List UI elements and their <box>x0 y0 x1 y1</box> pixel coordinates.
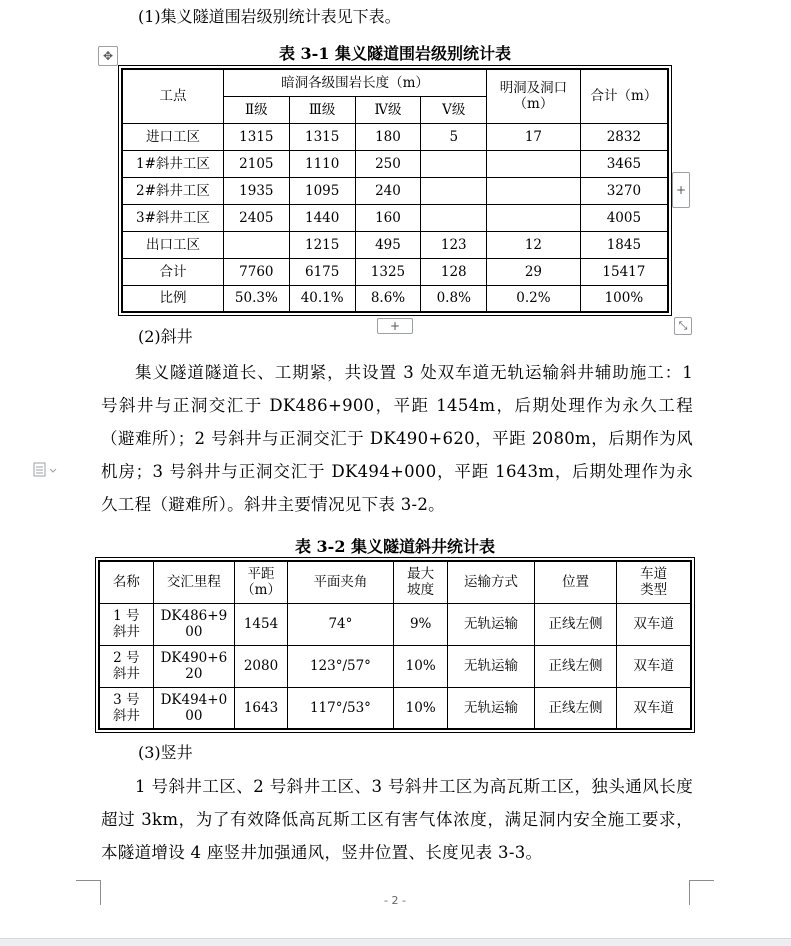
table-cell: 15417 <box>580 258 668 285</box>
table-cell <box>487 177 581 204</box>
table-cell: 2105 <box>223 150 289 177</box>
table-cell: 1095 <box>289 177 355 204</box>
table-cell: 2405 <box>223 204 289 231</box>
table-cell: 10% <box>393 687 447 729</box>
header-grade-3: Ⅲ级 <box>289 96 355 123</box>
table-cell <box>487 204 581 231</box>
section-heading-1: (1)集义隧道围岩级别统计表见下表。 <box>138 7 401 26</box>
table-cell: 无轨运输 <box>448 603 534 645</box>
crop-mark-left <box>76 880 101 905</box>
table-cell: 1315 <box>223 123 289 150</box>
table-cell: 无轨运输 <box>448 687 534 729</box>
table-cell: 29 <box>487 258 581 285</box>
header-open-tunnel: 明洞及洞口（m） <box>487 69 581 123</box>
table-cell: 1110 <box>289 150 355 177</box>
table-cell: 128 <box>421 258 487 285</box>
table-move-handle[interactable] <box>98 46 118 66</box>
table-cell: 3270 <box>580 177 668 204</box>
table-cell: 17 <box>487 123 581 150</box>
header-dark-tunnel: 暗洞各级围岩长度（m） <box>223 69 486 96</box>
paragraph-options-button[interactable] <box>33 462 61 478</box>
table-cell <box>421 177 487 204</box>
crop-mark-right <box>689 880 714 905</box>
table-cell: 0.8% <box>421 285 487 312</box>
add-row-button[interactable] <box>377 318 413 334</box>
table-row <box>99 603 691 645</box>
table-cell: 6175 <box>289 258 355 285</box>
table-row <box>122 231 668 258</box>
table-cell: 无轨运输 <box>448 645 534 687</box>
table-cell: 3#斜井工区 <box>122 204 223 231</box>
table-cell: 1#斜井工区 <box>122 150 223 177</box>
table-cell: 2 号斜井 <box>99 645 153 687</box>
table-resize-handle[interactable] <box>674 317 692 335</box>
move-icon: ✥ <box>102 49 114 63</box>
header-distance: 平距（m） <box>235 561 288 603</box>
header-lane-type: 车道类型 <box>617 561 691 603</box>
table-cell: 50.3% <box>223 285 289 312</box>
table-cell: DK486+900 <box>153 603 234 645</box>
header-grade-5: Ⅴ级 <box>421 96 487 123</box>
table-cell: 495 <box>355 231 421 258</box>
table-row <box>122 285 668 312</box>
table-cell: 1325 <box>355 258 421 285</box>
header-workpoint: 工点 <box>122 69 223 123</box>
header-total: 合计（m） <box>580 69 668 123</box>
table-cell: 12 <box>487 231 581 258</box>
resize-icon: ⤡ <box>678 319 688 332</box>
table-cell: 40.1% <box>289 285 355 312</box>
header-transport: 运输方式 <box>448 561 534 603</box>
table-cell: 10% <box>393 645 447 687</box>
table-cell: 1935 <box>223 177 289 204</box>
table-cell: 2080 <box>235 645 288 687</box>
table-cell: 双车道 <box>617 645 691 687</box>
table-row <box>122 177 668 204</box>
table-cell: 3 号斜井 <box>99 687 153 729</box>
table-cell: 双车道 <box>617 687 691 729</box>
table-cell: 3465 <box>580 150 668 177</box>
table-cell: 进口工区 <box>122 123 223 150</box>
header-slope: 最大坡度 <box>393 561 447 603</box>
header-grade-4: Ⅳ级 <box>355 96 421 123</box>
table-3-2 <box>98 560 692 730</box>
table-cell: 0.2% <box>487 285 581 312</box>
table-cell <box>487 150 581 177</box>
table-cell: 1215 <box>289 231 355 258</box>
table-cell: 240 <box>355 177 421 204</box>
table2-caption: 表 3-2 集义隧道斜井统计表 <box>294 537 496 556</box>
table-cell: 1454 <box>235 603 288 645</box>
table-cell: 正线左侧 <box>534 687 617 729</box>
table-cell: 正线左侧 <box>534 603 617 645</box>
table-cell: 2#斜井工区 <box>122 177 223 204</box>
table-cell <box>421 204 487 231</box>
table-cell: 250 <box>355 150 421 177</box>
section-heading-2: (2)斜井 <box>138 327 193 346</box>
table-cell: 1 号斜井 <box>99 603 153 645</box>
table-cell: 123°/57° <box>287 645 393 687</box>
table-row <box>122 204 668 231</box>
paragraph-vertical-shafts: 1 号斜井工区、2 号斜井工区、3 号斜井工区为高瓦斯工区，独头通风长度超过 3km，为了有效降低高瓦斯工区有害气体浓度，满足洞内安全施工要求，本隧道增设 4 座竖井加强通风，竖井位置、长度见表 3-3。 <box>101 777 693 862</box>
table-cell: 117°/53° <box>287 687 393 729</box>
document-icon <box>33 462 61 478</box>
table-cell: 180 <box>355 123 421 150</box>
header-junction: 交汇里程 <box>153 561 234 603</box>
header-angle: 平面夹角 <box>287 561 393 603</box>
table-cell: 4005 <box>580 204 668 231</box>
table-row <box>122 123 668 150</box>
plus-icon: + <box>675 183 687 197</box>
table-cell: 1315 <box>289 123 355 150</box>
table-cell: 双车道 <box>617 603 691 645</box>
table-3-1 <box>121 68 669 313</box>
paragraph-inclined-shafts: 集义隧道隧道长、工期紧，共设置 3 处双车道无轨运输斜井辅助施工：1 号斜井与正洞交汇于 DK486+900，平距 1454m，后期处理作为永久工程（避难所）；2 号斜井与正洞交汇于 DK490+620，平距 2080m，后期作为风机房；3 号斜井与正洞交汇于 DK494+000，平距 1643m，后期处理作为永久工程（避难所）。斜井主要情况见下表 3-2。 <box>101 363 693 514</box>
table-cell: DK494+000 <box>153 687 234 729</box>
table-cell: 2832 <box>580 123 668 150</box>
table-cell: 74° <box>287 603 393 645</box>
table-row <box>122 150 668 177</box>
table-cell: 100% <box>580 285 668 312</box>
table-cell: 1643 <box>235 687 288 729</box>
table-cell: 123 <box>421 231 487 258</box>
table-row <box>122 258 668 285</box>
section-heading-3: (3)竖井 <box>138 743 193 762</box>
table-cell: 1845 <box>580 231 668 258</box>
table-cell: 正线左侧 <box>534 645 617 687</box>
table-cell <box>421 150 487 177</box>
header-position: 位置 <box>534 561 617 603</box>
table-cell: 7760 <box>223 258 289 285</box>
table-cell: DK490+620 <box>153 645 234 687</box>
table-cell: 比例 <box>122 285 223 312</box>
table1-caption: 表 3-1 集义隧道围岩级别统计表 <box>278 44 512 63</box>
table-cell: 1440 <box>289 204 355 231</box>
table-cell: 5 <box>421 123 487 150</box>
table-cell: 出口工区 <box>122 231 223 258</box>
table-cell: 合计 <box>122 258 223 285</box>
page-number: - 2 - <box>384 894 406 907</box>
add-column-button[interactable] <box>672 172 690 208</box>
table-cell: 9% <box>393 603 447 645</box>
header-name: 名称 <box>99 561 153 603</box>
plus-icon: + <box>389 319 401 333</box>
header-grade-2: Ⅱ级 <box>223 96 289 123</box>
table-cell <box>223 231 289 258</box>
table-row <box>99 645 691 687</box>
table-row <box>99 687 691 729</box>
table-cell: 160 <box>355 204 421 231</box>
table-cell: 8.6% <box>355 285 421 312</box>
